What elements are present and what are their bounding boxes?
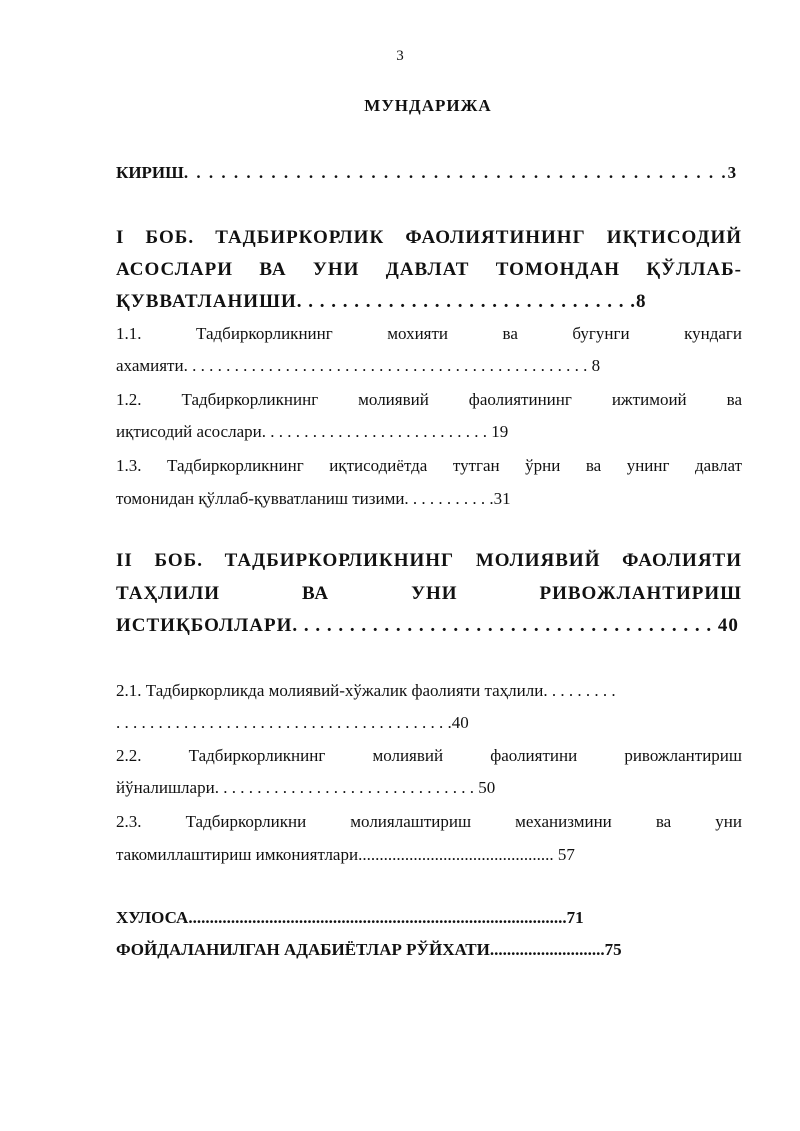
toc-leader: . . . . . . . . . . . . . . . . . . . . . . . . . . . . . . . . . . . . . xyxy=(292,615,713,636)
toc-label: йўналишлари xyxy=(116,778,215,797)
toc-leader: . . . . . . . . . . . . . . . . . . . . . . . . . . . . . . . . . . . . . . . . xyxy=(116,713,452,732)
toc-section-2-3-line1[interactable]: 2.3. Тадбиркорликни молиялаштириш механизмини ва уни xyxy=(116,812,742,831)
toc-chapter2-line2[interactable]: ТАҲЛИЛИ ВА УНИ РИВОЖЛАНТИРИШ xyxy=(116,583,742,604)
toc-page: 57 xyxy=(557,845,575,864)
toc-section-2-1-line1[interactable]: 2.1. Тадбиркорликда молиявий-хўжалик фаолияти таҳлили. . . . . . . . . xyxy=(116,681,616,700)
toc-leader: ......................................................................................... xyxy=(188,908,567,927)
toc-label: ИСТИҚБОЛЛАРИ xyxy=(116,615,293,636)
toc-section-1-2-line1[interactable]: 1.2. Тадбиркорликнинг молиявий фаолиятининг ижтимоий ва xyxy=(116,390,742,409)
toc-leader: . . . . . . . . . . . . . . . . . . . . . . . . . . . . . . xyxy=(296,291,636,312)
toc-page: 50 xyxy=(478,778,496,797)
toc-label: такомиллаштириш имкониятлари xyxy=(116,845,359,864)
toc-page: 71 xyxy=(566,908,584,927)
toc-page: 75 xyxy=(604,940,622,959)
toc-leader: . . . . . . . . . . . . . . . . . . . . . . . . . . . . . . . . . . . . . . . . . . . . xyxy=(183,163,728,182)
toc-page: 40 xyxy=(451,713,469,732)
toc-section-2-2-line1[interactable]: 2.2. Тадбиркорликнинг молиявий фаолиятини ривожлантириш xyxy=(116,746,742,765)
toc-label: ФОЙДАЛАНИЛГАН АДАБИЁТЛАР РЎЙХАТИ xyxy=(116,940,490,959)
toc-label: ҚУВВАТЛАНИШИ xyxy=(116,291,297,312)
toc-label: иқтисодий асослари xyxy=(116,422,262,441)
toc-section-1-3-line2[interactable] xyxy=(116,489,742,509)
toc-label: ахамияти xyxy=(116,356,184,375)
toc-section-1-2-line2[interactable] xyxy=(116,422,742,442)
toc-entry-intro[interactable] xyxy=(116,163,742,183)
toc-chapter1-line2[interactable]: АСОСЛАРИ ВА УНИ ДАВЛАТ ТОМОНДАН ҚЎЛЛАБ- xyxy=(116,259,742,280)
toc-leader: . . . . . . . . . . . xyxy=(404,489,494,508)
toc-entry-conclusion[interactable] xyxy=(116,908,742,928)
page-number: 3 xyxy=(396,48,404,64)
toc-page: 8 xyxy=(635,291,647,312)
toc-label: ХУЛОСА xyxy=(116,908,189,927)
toc-entry-references[interactable] xyxy=(116,940,742,960)
toc-chapter2-line3[interactable] xyxy=(116,615,742,637)
toc-page: 31 xyxy=(493,489,511,508)
toc-section-1-1-line2[interactable] xyxy=(116,356,742,376)
toc-chapter2-line1[interactable]: II БОБ. ТАДБИРКОРЛИКНИНГ МОЛИЯВИЙ ФАОЛИЯТИ xyxy=(116,550,742,571)
toc-section-1-1-line1[interactable]: 1.1. Тадбиркорликнинг мохияти ва бугунги кундаги xyxy=(116,324,742,343)
toc-page: 3 xyxy=(727,163,737,182)
toc-leader: . . . . . . . . . . . . . . . . . . . . . . . . . . . . . . . xyxy=(214,778,474,797)
toc-page: 8 xyxy=(591,356,601,375)
page-title: МУНДАРИЖА xyxy=(364,96,492,115)
toc-leader: .............................................. xyxy=(358,845,554,864)
toc-label: томонидан қўллаб-қувватланиш тизими xyxy=(116,489,405,508)
toc-leader: . . . . . . . . . . . . . . . . . . . . . . . . . . . . . . . . . . . . . . . . . . . . . . . . xyxy=(183,356,588,375)
toc-leader: . . . . . . . . . . . . . . . . . . . . . . . . . . . xyxy=(261,422,487,441)
toc-chapter1-line3[interactable] xyxy=(116,291,742,313)
toc-section-2-3-line2[interactable] xyxy=(116,845,742,865)
toc-page: 19 xyxy=(491,422,509,441)
toc-page: 40 xyxy=(717,615,739,636)
toc-chapter1-line1[interactable]: I БОБ. ТАДБИРКОРЛИК ФАОЛИЯТИНИНГ ИҚТИСОДИЙ xyxy=(116,227,742,248)
toc-label: КИРИШ xyxy=(116,163,184,182)
toc-section-2-1-line2[interactable] xyxy=(116,713,742,733)
toc-section-1-3-line1[interactable]: 1.3. Тадбиркорликнинг иқтисодиётда тутган ўрни ва унинг давлат xyxy=(116,456,742,475)
toc-section-2-2-line2[interactable] xyxy=(116,778,742,798)
toc-leader: ........................... xyxy=(489,940,605,959)
